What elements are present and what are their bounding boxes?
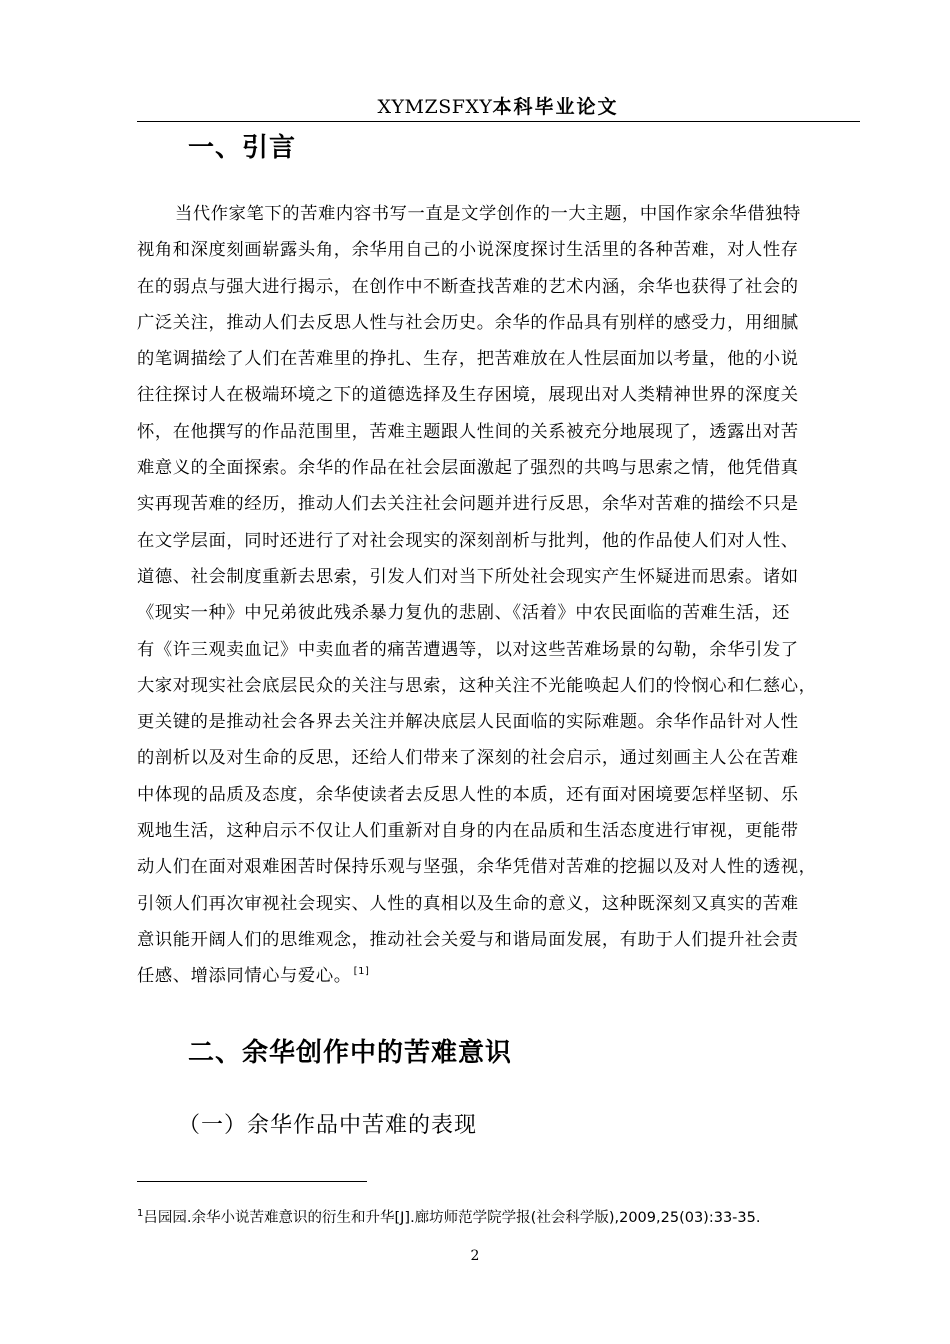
- paragraph-line: 在的弱点与强大进行揭示，在创作中不断查找苦难的艺术内涵，余华也获得了社会的: [137, 276, 799, 297]
- paragraph-line: 《现实一种》中兄弟彼此残杀暴力复仇的悲剧、《活着》中农民面临的苦难生活，还: [137, 603, 790, 624]
- paragraph-line: 往往探讨人在极端环境之下的道德选择及生存困境，展现出对人类精神世界的深度关: [137, 385, 799, 406]
- paragraph-line: 实再现苦难的经历，推动人们去关注社会问题并进行反思，余华对苦难的描绘不只是: [137, 494, 799, 515]
- introduction-paragraph: [137, 196, 849, 995]
- page-number: 2: [470, 1248, 480, 1264]
- footnote-text: 吕园园.余华小说苦难意识的衍生和升华[J].廊坊师范学院学报(社会科学版),2009,25(03):33-35.: [143, 1210, 761, 1226]
- header-code: XYMZSFXY: [377, 96, 493, 118]
- header-rule: [137, 121, 860, 122]
- paragraph-line: 的笔调描绘了人们在苦难里的挣扎、生存，把苦难放在人性层面加以考量，他的小说: [137, 349, 799, 370]
- paragraph-line: 道德、社会制度重新去思索，引发人们对当下所处社会现实产生怀疑进而思索。诸如: [137, 566, 799, 587]
- paragraph-line: 广泛关注，推动人们去反思人性与社会历史。余华的作品具有别样的感受力，用细腻: [137, 312, 799, 333]
- header-label: 本科毕业论文: [492, 96, 619, 118]
- paragraph-line: 的剖析以及对生命的反思，还给人们带来了深刻的社会启示，通过刻画主人公在苦难: [137, 748, 799, 769]
- paragraph-line: 任感、增添同情心与爱心。: [137, 966, 352, 987]
- paragraph-line: 大家对现实社会底层民众的关注与思索，这种关注不光能唤起人们的怜悯心和仁慈心，: [137, 675, 817, 696]
- running-header: [137, 94, 859, 121]
- section-heading-introduction: 一、引言: [188, 133, 297, 163]
- citation-mark: [1]: [353, 966, 370, 978]
- footnote: [137, 1208, 760, 1228]
- paragraph-line: 中体现的品质及态度，余华使读者去反思人性的本质，还有面对困境要怎样坚韧、乐: [137, 784, 799, 805]
- paragraph-line: 动人们在面对艰难困苦时保持乐观与坚强，余华凭借对苦难的挖掘以及对人性的透视，: [137, 857, 817, 878]
- paragraph-line: 在文学层面，同时还进行了对社会现实的深刻剖析与批判，他的作品使人们对人性、: [137, 530, 799, 551]
- paragraph-line: 当代作家笔下的苦难内容书写一直是文学创作的一大主题，中国作家余华借独特: [175, 204, 801, 224]
- subsection-heading-suffering-expression: （一）余华作品中苦难的表现: [178, 1113, 478, 1138]
- paragraph-line: 观地生活，这种启示不仅让人们重新对自身的内在品质和生活态度进行审视，更能带: [137, 821, 799, 842]
- paragraph-line: 视角和深度刻画崭露头角，余华用自己的小说深度探讨生活里的各种苦难，对人性存: [137, 240, 799, 261]
- footnote-mark: 1: [137, 1208, 144, 1220]
- paragraph-line: 引领人们再次审视社会现实、人性的真相以及生命的意义，这种既深刻又真实的苦难: [137, 893, 799, 914]
- paragraph-line: 意识能开阔人们的思维观念，推动社会关爱与和谐局面发展，有助于人们提升社会责: [137, 929, 799, 950]
- paragraph-line: 怀，在他撰写的作品范围里，苦难主题跟人性间的关系被充分地展现了，透露出对苦: [137, 421, 799, 442]
- paragraph-line: 有《许三观卖血记》中卖血者的痛苦遭遇等，以对这些苦难场景的勾勒，余华引发了: [137, 639, 799, 660]
- section-heading-suffering-consciousness: 二、余华创作中的苦难意识: [188, 1038, 513, 1068]
- paragraph-line: 更关键的是推动社会各界去关注并解决底层人民面临的实际难题。余华作品针对人性: [137, 712, 799, 733]
- footnote-separator: [137, 1181, 367, 1182]
- paragraph-line: 难意义的全面探索。余华的作品在社会层面激起了强烈的共鸣与思索之情，他凭借真: [137, 458, 799, 479]
